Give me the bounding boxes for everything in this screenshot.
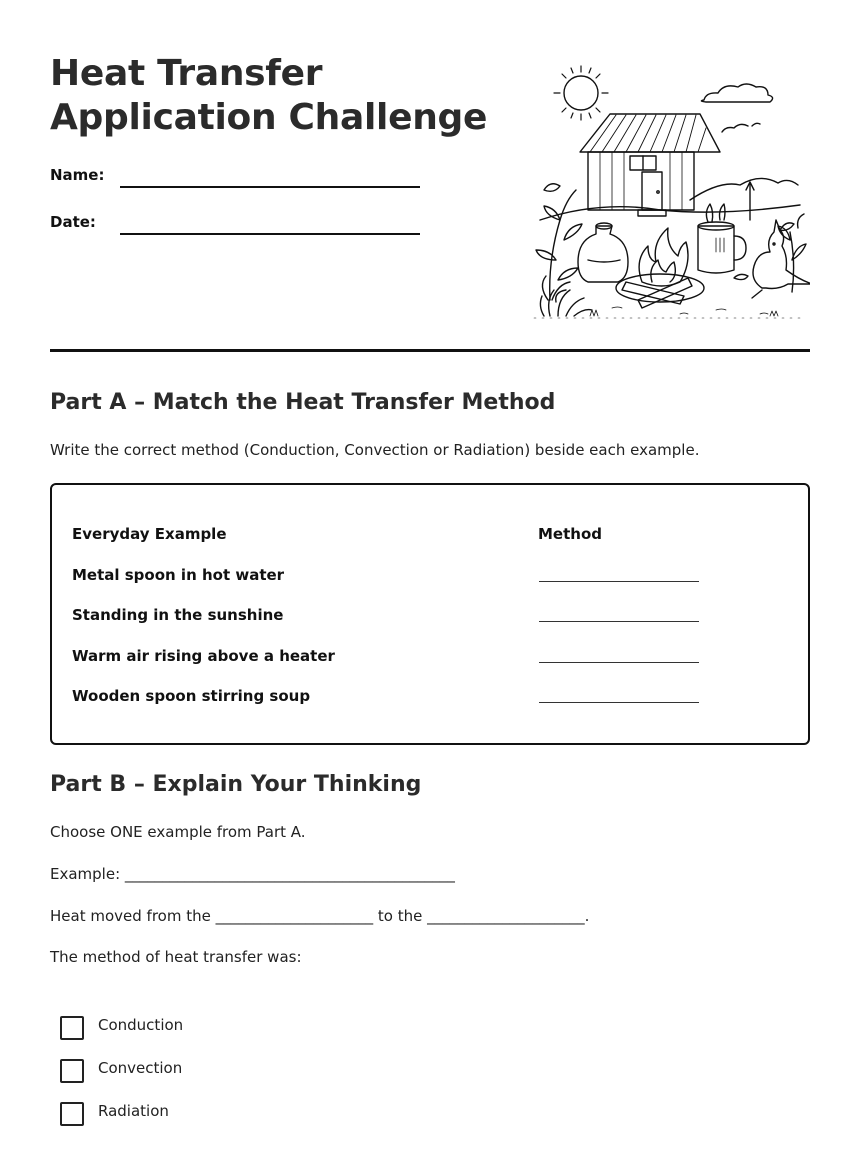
option-label-conduction: Conduction (98, 1016, 184, 1034)
example-row-4: Wooden spoon stirring soup (72, 687, 311, 705)
scene-illustration-icon (530, 60, 810, 325)
header-divider (50, 349, 810, 352)
title-line-1: Heat Transfer (50, 53, 323, 94)
heat-direction-line[interactable]: Heat moved from the _____________________ to the _____________________. (50, 907, 590, 925)
method-answer-line-1[interactable] (539, 581, 699, 582)
option-label-radiation: Radiation (98, 1102, 169, 1120)
worksheet-title (50, 52, 487, 140)
method-prompt: The method of heat transfer was: (50, 948, 302, 966)
checkbox-radiation[interactable] (60, 1102, 84, 1126)
part-b-heading: Part B – Explain Your Thinking (50, 772, 422, 797)
date-label: Date: (50, 213, 96, 231)
part-b-prompt: Choose ONE example from Part A. (50, 823, 306, 841)
method-answer-line-3[interactable] (539, 662, 699, 663)
method-answer-line-2[interactable] (539, 621, 699, 622)
example-answer-line[interactable]: Example: ____________________________________________ (50, 865, 455, 883)
part-a-heading: Part A – Match the Heat Transfer Method (50, 390, 556, 415)
column-header-method: Method (538, 525, 602, 543)
checkbox-convection[interactable] (60, 1059, 84, 1083)
name-label: Name: (50, 166, 105, 184)
part-a-instruction: Write the correct method (Conduction, Convection or Radiation) beside each example. (50, 441, 700, 459)
name-field[interactable] (120, 186, 420, 188)
checkbox-conduction[interactable] (60, 1016, 84, 1040)
method-answer-line-4[interactable] (539, 702, 699, 703)
title-line-2: Application Challenge (50, 97, 488, 138)
example-row-3: Warm air rising above a heater (72, 647, 335, 665)
column-header-example: Everyday Example (72, 525, 227, 543)
option-label-convection: Convection (98, 1059, 183, 1077)
example-row-2: Standing in the sunshine (72, 606, 284, 624)
match-table (50, 483, 810, 745)
example-row-1: Metal spoon in hot water (72, 566, 285, 584)
date-field[interactable] (120, 233, 420, 235)
